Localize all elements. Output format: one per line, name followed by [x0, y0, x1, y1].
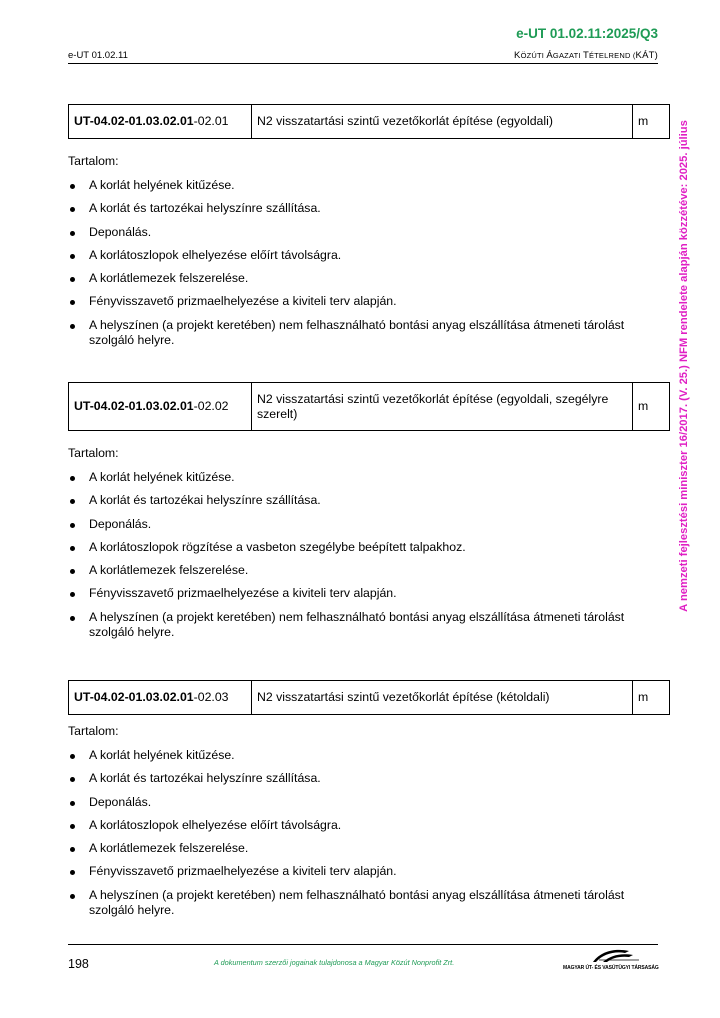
item-code: UT-04.02-01.03.02.01-02.02 [69, 383, 252, 431]
header-right-title: KÖZÚTI ÁGAZATI TÉTELREND (KÁT) [514, 50, 658, 61]
item-unit: m [633, 383, 670, 431]
copyright-notice: A dokumentum szerzői jogainak tulajdonosa a Magyar Közút Nonprofit Zrt. [214, 958, 455, 967]
item-description: N2 visszatartási szintű vezetőkorlát építése (egyoldali, szegélyre szerelt) [252, 383, 633, 431]
list-item: A helyszínen (a projekt keretében) nem felhasználható bontási anyag elszállítása átmeneti tárolást szolgáló helyre. [68, 888, 638, 918]
swoosh-logo-icon [563, 947, 655, 965]
list-item: A korlátlemezek felszerelése. [68, 271, 638, 286]
list-item: A helyszínen (a projekt keretében) nem felhasználható bontási anyag elszállítása átmeneti tárolást szolgáló helyre. [68, 318, 638, 348]
list-item: A korlátlemezek felszerelése. [68, 841, 638, 856]
content-label: Tartalom: [68, 446, 119, 460]
list-item: A korlát helyének kitűzése. [68, 178, 638, 193]
list-item: A helyszínen (a projekt keretében) nem felhasználható bontási anyag elszállítása átmeneti tárolást szolgáló helyre. [68, 610, 638, 640]
logo-text: MAGYAR ÚT- ÉS VASÚTÜGYI TÁRSASÁG [563, 965, 659, 971]
list-item: Fényvisszavető prizmaelhelyezése a kiviteli terv alapján. [68, 586, 638, 601]
list-item: A korlát és tartozékai helyszínre szállítása. [68, 493, 638, 508]
item-description: N2 visszatartási szintű vezetőkorlát építése (egyoldali) [252, 105, 633, 139]
content-list [68, 178, 638, 356]
header-left-code: e-UT 01.02.11 [68, 50, 128, 61]
list-item: Deponálás. [68, 225, 638, 240]
list-item: A korlátlemezek felszerelése. [68, 563, 638, 578]
item-table-3 [68, 680, 670, 715]
item-unit: m [633, 681, 670, 715]
item-table-1 [68, 104, 670, 139]
content-label: Tartalom: [68, 154, 119, 168]
list-item: A korlátoszlopok rögzítése a vasbeton szegélybe beépített talpakhoz. [68, 540, 638, 555]
list-item: Deponálás. [68, 517, 638, 532]
content-label: Tartalom: [68, 724, 119, 738]
list-item: A korlát helyének kitűzése. [68, 748, 638, 763]
item-table-2 [68, 382, 670, 431]
item-unit: m [633, 105, 670, 139]
content-list [68, 748, 638, 926]
list-item: A korlát helyének kitűzése. [68, 470, 638, 485]
footer-rule [68, 944, 658, 945]
list-item: A korlátoszlopok elhelyezése előírt távolságra. [68, 248, 638, 263]
list-item: A korlát és tartozékai helyszínre szállítása. [68, 771, 638, 786]
content-list [68, 470, 638, 648]
list-item: Fényvisszavető prizmaelhelyezése a kiviteli terv alapján. [68, 294, 638, 309]
item-code: UT-04.02-01.03.02.01-02.03 [69, 681, 252, 715]
list-item: Deponálás. [68, 795, 638, 810]
list-item: A korlát és tartozékai helyszínre szállítása. [68, 201, 638, 216]
item-code: UT-04.02-01.03.02.01-02.01 [69, 105, 252, 139]
company-logo [563, 947, 659, 971]
item-description: N2 visszatartási szintű vezetőkorlát építése (kétoldali) [252, 681, 633, 715]
list-item: A korlátoszlopok elhelyezése előírt távolságra. [68, 818, 638, 833]
header-rule [68, 63, 658, 64]
page-number: 198 [68, 957, 89, 971]
document-code: e-UT 01.02.11:2025/Q3 [516, 26, 658, 41]
list-item: Fényvisszavető prizmaelhelyezése a kiviteli terv alapján. [68, 864, 638, 879]
side-publication-note: A nemzeti fejlesztési miniszter 16/2017. (V. 25.) NFM rendelete alapján közzétéve: 2025. július [678, 120, 690, 612]
